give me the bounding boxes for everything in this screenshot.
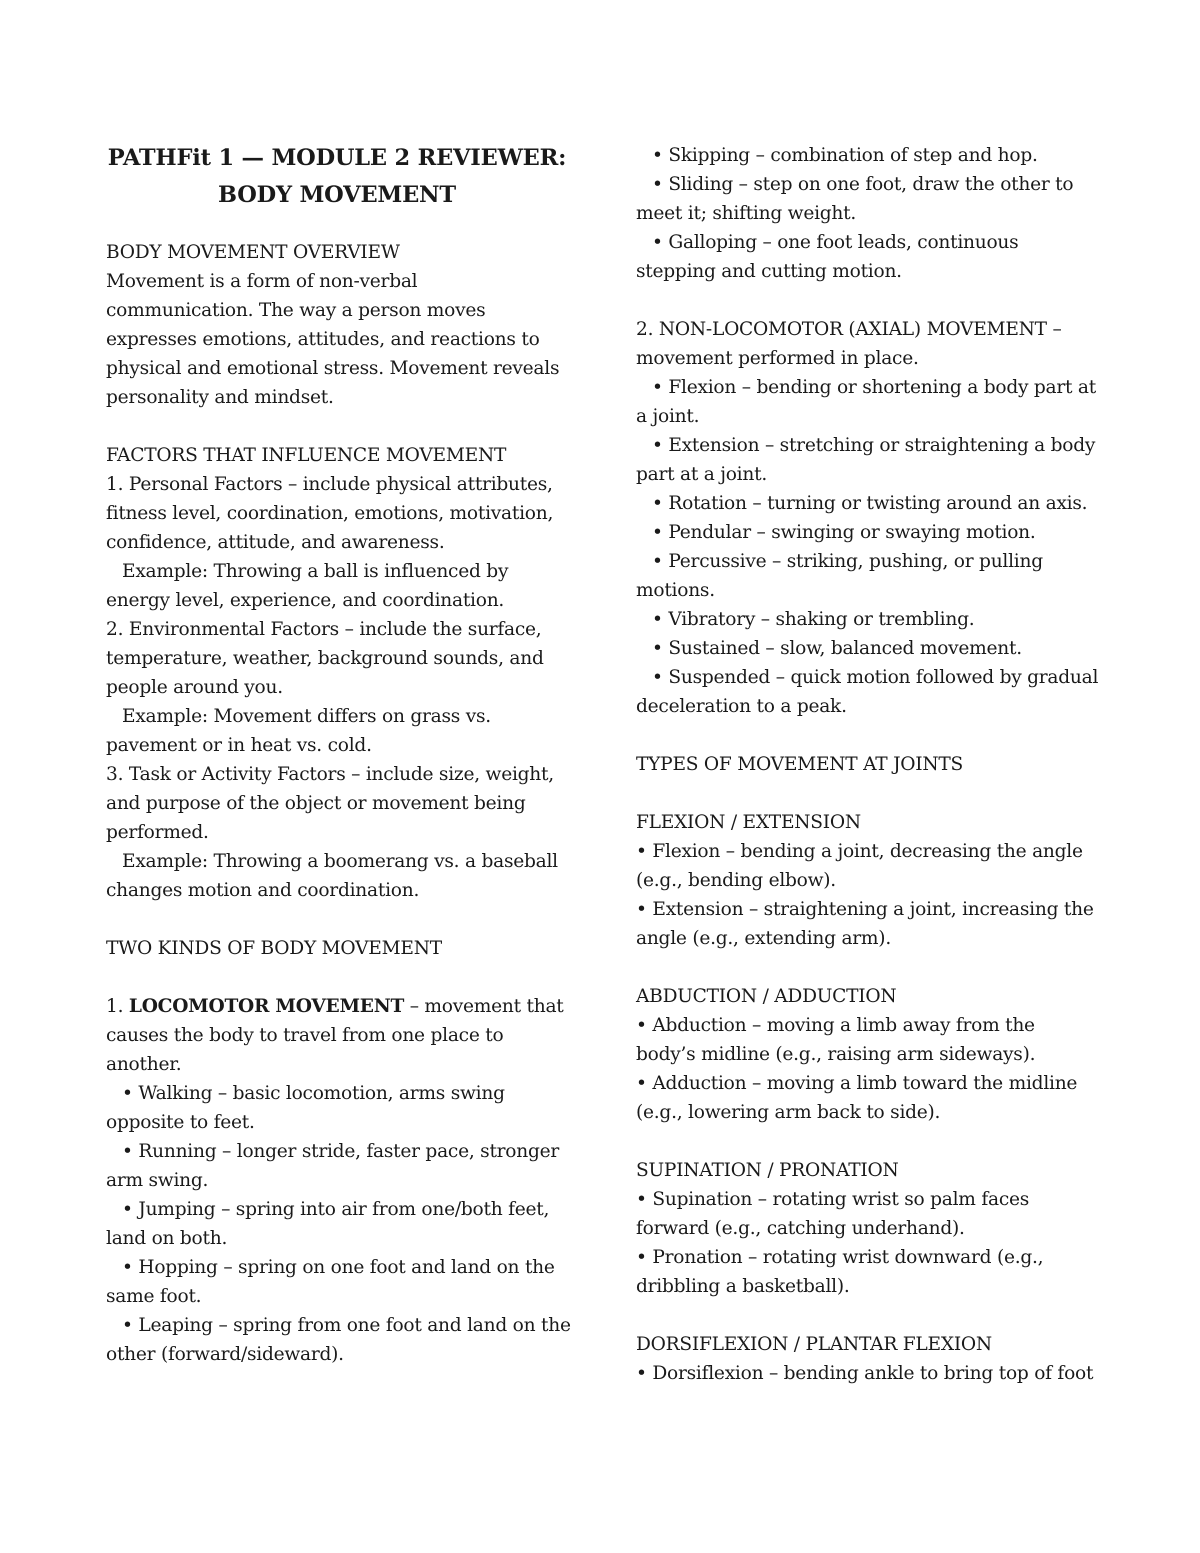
factors-heading: FACTORS THAT INFLUENCE MOVEMENT [106,445,507,466]
non-locomotor-bullet: • Rotation – turning or twisting around an axis. [652,493,1088,514]
factors-line: temperature, weather, background sounds, and [106,648,544,669]
non-locomotor-section [636,315,1106,721]
non-locomotor-bullet: • Percussive – striking, pushing, or pulling [652,551,1043,572]
abduction-adduction-line: • Adduction – moving a limb toward the midline [636,1073,1078,1094]
overview-heading: BODY MOVEMENT OVERVIEW [106,242,400,263]
overview-line: communication. The way a person moves [106,300,486,321]
locomotor-bullet: • Skipping – combination of step and hop. [652,145,1038,166]
factors-line: 3. Task or Activity Factors – include size, weight, [106,764,554,785]
locomotor-line: arm swing. [106,1170,209,1191]
dorsiflexion-line: • Dorsiflexion – bending ankle to bring top of foot [636,1363,1094,1384]
factors-line: energy level, experience, and coordination. [106,590,505,611]
non-locomotor-bullet: • Flexion – bending or shortening a body part at [652,377,1096,398]
factors-section [106,441,568,905]
flexion-extension-line: (e.g., bending elbow). [636,870,836,891]
factors-line: confidence, attitude, and awareness. [106,532,445,553]
two-kinds-section [106,934,571,1369]
dorsiflexion-section [636,1330,1106,1388]
right-column [636,141,1106,1388]
locomotor-heading-line [106,992,568,1021]
non-locomotor-line: movement performed in place. [636,348,919,369]
abduction-adduction-heading: ABDUCTION / ADDUCTION [636,986,897,1007]
locomotor-line: other (forward/sideward). [106,1344,344,1365]
locomotor-continued [636,141,1106,286]
non-locomotor-heading: 2. NON-LOCOMOTOR (AXIAL) MOVEMENT – [636,319,1062,340]
supination-pronation-line: forward (e.g., catching underhand). [636,1218,965,1239]
overview-line: physical and emotional stress. Movement reveals [106,358,560,379]
supination-pronation-heading: SUPINATION / PRONATION [636,1160,899,1181]
non-locomotor-bullet: • Pendular – swinging or swaying motion. [652,522,1036,543]
locomotor-bullet: • Hopping – spring on one foot and land on the [122,1257,555,1278]
locomotor-bullet: • Leaping – spring from one foot and land on the [122,1315,571,1336]
locomotor-bullet: • Sliding – step on one foot, draw the other to [652,174,1074,195]
overview-line: personality and mindset. [106,387,334,408]
supination-pronation-line: • Pronation – rotating wrist downward (e.g., [636,1247,1044,1268]
overview-section [106,238,568,412]
non-locomotor-bullet: • Vibratory – shaking or trembling. [652,609,975,630]
factors-example: Example: Throwing a ball is influenced by [122,561,509,582]
locomotor-bullet: • Running – longer stride, faster pace, stronger [122,1141,560,1162]
locomotor-label: LOCOMOTOR MOVEMENT [128,996,405,1017]
flexion-extension-line: angle (e.g., extending arm). [636,928,891,949]
locomotor-line: causes the body to travel from one place to [106,1025,504,1046]
flexion-extension-line: • Extension – straightening a joint, increasing the [636,899,1094,920]
overview-line: expresses emotions, attitudes, and reactions to [106,329,540,350]
factors-line: and purpose of the object or movement being [106,793,526,814]
left-column [106,140,571,1369]
non-locomotor-bullet: • Suspended – quick motion followed by gradual [652,667,1099,688]
locomotor-line: stepping and cutting motion. [636,261,902,282]
factors-line: performed. [106,822,209,843]
two-kinds-heading: TWO KINDS OF BODY MOVEMENT [106,938,442,959]
dorsiflexion-heading: DORSIFLEXION / PLANTAR FLEXION [636,1334,992,1355]
factors-line: people around you. [106,677,283,698]
flexion-extension-line: • Flexion – bending a joint, decreasing the angle [636,841,1083,862]
flexion-extension-section [636,808,1106,953]
title-line-2: BODY MOVEMENT [218,182,456,208]
locomotor-bullet: • Jumping – spring into air from one/both feet, [122,1199,550,1220]
abduction-adduction-line: • Abduction – moving a limb away from the [636,1015,1035,1036]
flexion-extension-heading: FLEXION / EXTENSION [636,812,861,833]
factors-line: pavement or in heat vs. cold. [106,735,372,756]
locomotor-line: meet it; shifting weight. [636,203,857,224]
supination-pronation-line: dribbling a basketball). [636,1276,850,1297]
locomotor-bullet: • Galloping – one foot leads, continuous [652,232,1019,253]
non-locomotor-line: part at a joint. [636,464,767,485]
factors-example: Example: Movement differs on grass vs. [122,706,491,727]
factors-line: 2. Environmental Factors – include the surface, [106,619,542,640]
locomotor-line: opposite to feet. [106,1112,255,1133]
document-title [106,140,568,214]
abduction-adduction-section [636,982,1106,1127]
locomotor-line: same foot. [106,1286,202,1307]
locomotor-definition: – movement that [404,996,564,1017]
supination-pronation-line: • Supination – rotating wrist so palm faces [636,1189,1030,1210]
locomotor-line: another. [106,1054,182,1075]
overview-line: Movement is a form of non-verbal [106,271,418,292]
locomotor-bullet: • Walking – basic locomotion, arms swing [122,1083,505,1104]
locomotor-line: land on both. [106,1228,228,1249]
non-locomotor-bullet: • Extension – stretching or straightening a body [652,435,1096,456]
factors-line: changes motion and coordination. [106,880,420,901]
non-locomotor-bullet: • Sustained – slow, balanced movement. [652,638,1022,659]
non-locomotor-line: deceleration to a peak. [636,696,847,717]
non-locomotor-line: a joint. [636,406,700,427]
abduction-adduction-line: (e.g., lowering arm back to side). [636,1102,941,1123]
factors-line: fitness level, coordination, emotions, motivation, [106,503,554,524]
joints-heading: TYPES OF MOVEMENT AT JOINTS [636,754,964,775]
title-line-1: PATHFit 1 — MODULE 2 REVIEWER: [107,145,567,171]
supination-pronation-section [636,1156,1106,1301]
factors-line: 1. Personal Factors – include physical attributes, [106,474,553,495]
non-locomotor-line: motions. [636,580,715,601]
factors-example: Example: Throwing a boomerang vs. a baseball [122,851,558,872]
abduction-adduction-line: body’s midline (e.g., raising arm sideways). [636,1044,1036,1065]
locomotor-number: 1. [106,996,129,1017]
